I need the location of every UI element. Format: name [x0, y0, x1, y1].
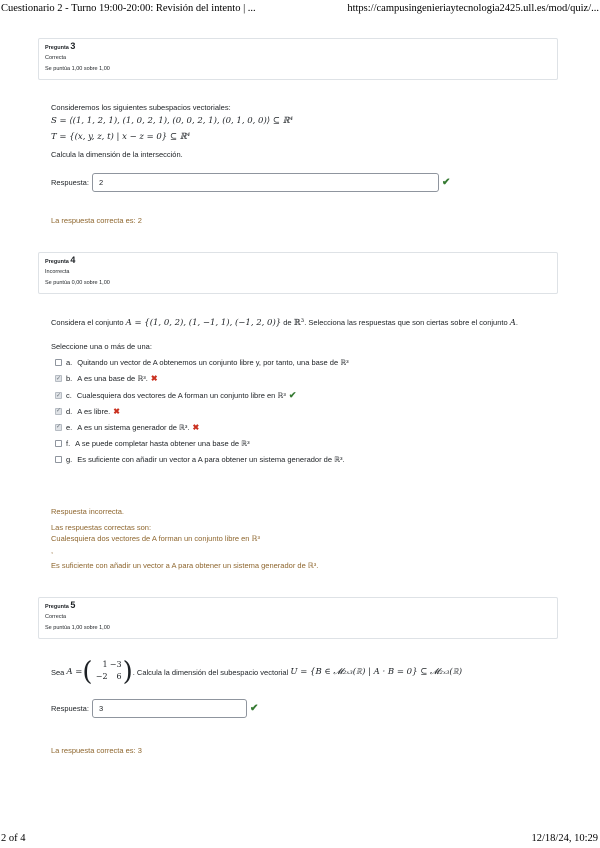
question-3-feedback: La respuesta correcta es: 2	[51, 216, 142, 225]
option-checkbox[interactable]	[55, 375, 62, 382]
cross-icon: ✖	[192, 422, 200, 432]
option-checkbox[interactable]	[55, 424, 62, 431]
question-5-answer-input[interactable]: 3	[92, 699, 247, 718]
question-3-answer-input[interactable]: 2	[92, 173, 439, 192]
question-4-option	[55, 358, 349, 367]
print-page-url: https://campusingenieriaytecnologia2425.ull.es/mod/quiz/...	[347, 3, 599, 14]
question-5-state: Correcta	[45, 614, 67, 620]
option-text: Quitando un vector de A obtenemos un conjunto libre y, por tanto, una base de ℝ³	[77, 358, 349, 367]
matrix-cell: −2	[95, 672, 108, 681]
matrix-cell: 1	[102, 660, 108, 669]
question-5-grade: Se puntúa 1,00 sobre 1,00	[45, 625, 110, 631]
option-letter: g.	[66, 455, 73, 465]
print-header	[0, 0, 600, 18]
question-5-stem: Sea A = ( 1 −3 −2 6 ) . Calcula la dimensión del subespacio vectorial U = {B ∈ 𝓜₂ₓ₃(ℝ) | A · B = 0} ⊆ 𝓜₂ₓ₃(ℝ)	[51, 657, 463, 687]
question-3-answer-row	[51, 173, 450, 192]
print-page-title: Cuestionario 2 - Turno 19:00-20:00: Revisión del intento | ...	[1, 3, 256, 14]
option-checkbox[interactable]	[55, 440, 62, 447]
option-checkbox[interactable]	[55, 392, 62, 399]
option-text: A se puede completar hasta obtener una base de ℝ³	[75, 439, 250, 448]
question-4-option	[55, 374, 158, 383]
question-4-info	[38, 252, 558, 294]
question-5-matrix: ( 1 −3 −2 6 )	[82, 657, 133, 687]
print-datetime: 12/18/24, 10:29	[531, 833, 598, 844]
option-letter: d.	[66, 406, 73, 416]
question-5-correct-icon: ✔	[249, 703, 259, 714]
question-3-s-definition: S = ⟨(1, 1, 2, 1), (1, 0, 2, 1), (0, 0, 2, 1), (0, 1, 0, 0)⟩ ⊆ ℝ⁴	[51, 116, 294, 126]
option-checkbox[interactable]	[55, 359, 62, 366]
question-4-option	[55, 407, 120, 416]
question-3-state: Correcta	[45, 55, 67, 61]
option-text: Es suficiente con añadir un vector a A para obtener un sistema generador de ℝ³.	[77, 455, 345, 465]
question-3-correct-icon: ✔	[441, 177, 451, 188]
question-4-state: Incorrecta	[45, 269, 70, 275]
question-3-intro: Consideremos los siguientes subespacios vectoriales:	[51, 103, 231, 112]
matrix-cell: −3	[109, 660, 122, 669]
question-4-number: 4	[70, 255, 76, 265]
question-4-option	[55, 455, 345, 464]
option-letter: e.	[66, 422, 73, 432]
question-4-option	[55, 439, 250, 448]
question-5-number: 5	[70, 600, 76, 610]
question-4-grade: Se puntúa 0,00 sobre 1,00	[45, 280, 110, 286]
question-4-feedback-intro: Las respuestas correctas son:	[51, 523, 152, 532]
check-icon: ✔	[288, 390, 297, 401]
question-4-option	[55, 390, 296, 401]
question-4-feedback-separator: ,	[51, 546, 54, 555]
cross-icon: ✖	[113, 406, 120, 416]
option-letter: b.	[66, 374, 73, 384]
question-5-label: Pregunta 5	[45, 600, 76, 610]
question-3-number: 3	[70, 41, 76, 51]
question-5-answer-label: Respuesta:	[51, 704, 89, 713]
option-text: A es una base de ℝ³.	[77, 374, 148, 384]
question-3-info	[38, 38, 558, 80]
question-3-grade: Se puntúa 1,00 sobre 1,00	[45, 66, 110, 72]
option-checkbox[interactable]	[55, 408, 62, 415]
question-4-label: Pregunta 4	[45, 255, 76, 265]
option-letter: f.	[66, 439, 71, 448]
question-4-feedback-answer-1: Cualesquiera dos vectores de A forman un conjunto libre en ℝ³	[51, 534, 260, 543]
question-4-stem: Considera el conjunto A = {(1, 0, 2), (1, −1, 1), (−1, 2, 0)} de ℝ³. Selecciona las respuestas que son ciertas sobre el conjunto A.	[51, 318, 518, 328]
option-text: Cualesquiera dos vectores de A forman un conjunto libre en ℝ³	[76, 391, 286, 401]
option-checkbox[interactable]	[55, 456, 62, 463]
question-4-feedback-answer-2: Es suficiente con añadir un vector a A para obtener un sistema generador de ℝ³.	[51, 561, 319, 570]
print-page-number: 2 of 4	[1, 833, 26, 844]
question-5-info	[38, 597, 558, 639]
question-4-prompt: Seleccione una o más de una:	[51, 342, 152, 351]
question-5-feedback: La respuesta correcta es: 3	[51, 746, 142, 755]
question-5-answer-row	[51, 699, 258, 718]
question-3-t-definition: T = {(x, y, z, t) | x − z = 0} ⊆ ℝ⁴	[51, 132, 191, 142]
matrix-cell: 6	[116, 672, 122, 681]
question-4-option	[55, 423, 199, 432]
question-3-label: Pregunta 3	[45, 41, 76, 51]
option-text: A es un sistema generador de ℝ³.	[77, 422, 190, 432]
question-3-question: Calcula la dimensión de la intersección.	[51, 150, 183, 159]
option-letter: a.	[66, 358, 73, 367]
option-letter: c.	[66, 391, 72, 401]
question-3-answer-label: Respuesta:	[51, 178, 89, 187]
print-footer	[0, 833, 600, 847]
question-4-feedback-result: Respuesta incorrecta.	[51, 507, 124, 516]
cross-icon: ✖	[150, 374, 158, 384]
option-text: A es libre.	[77, 406, 111, 416]
